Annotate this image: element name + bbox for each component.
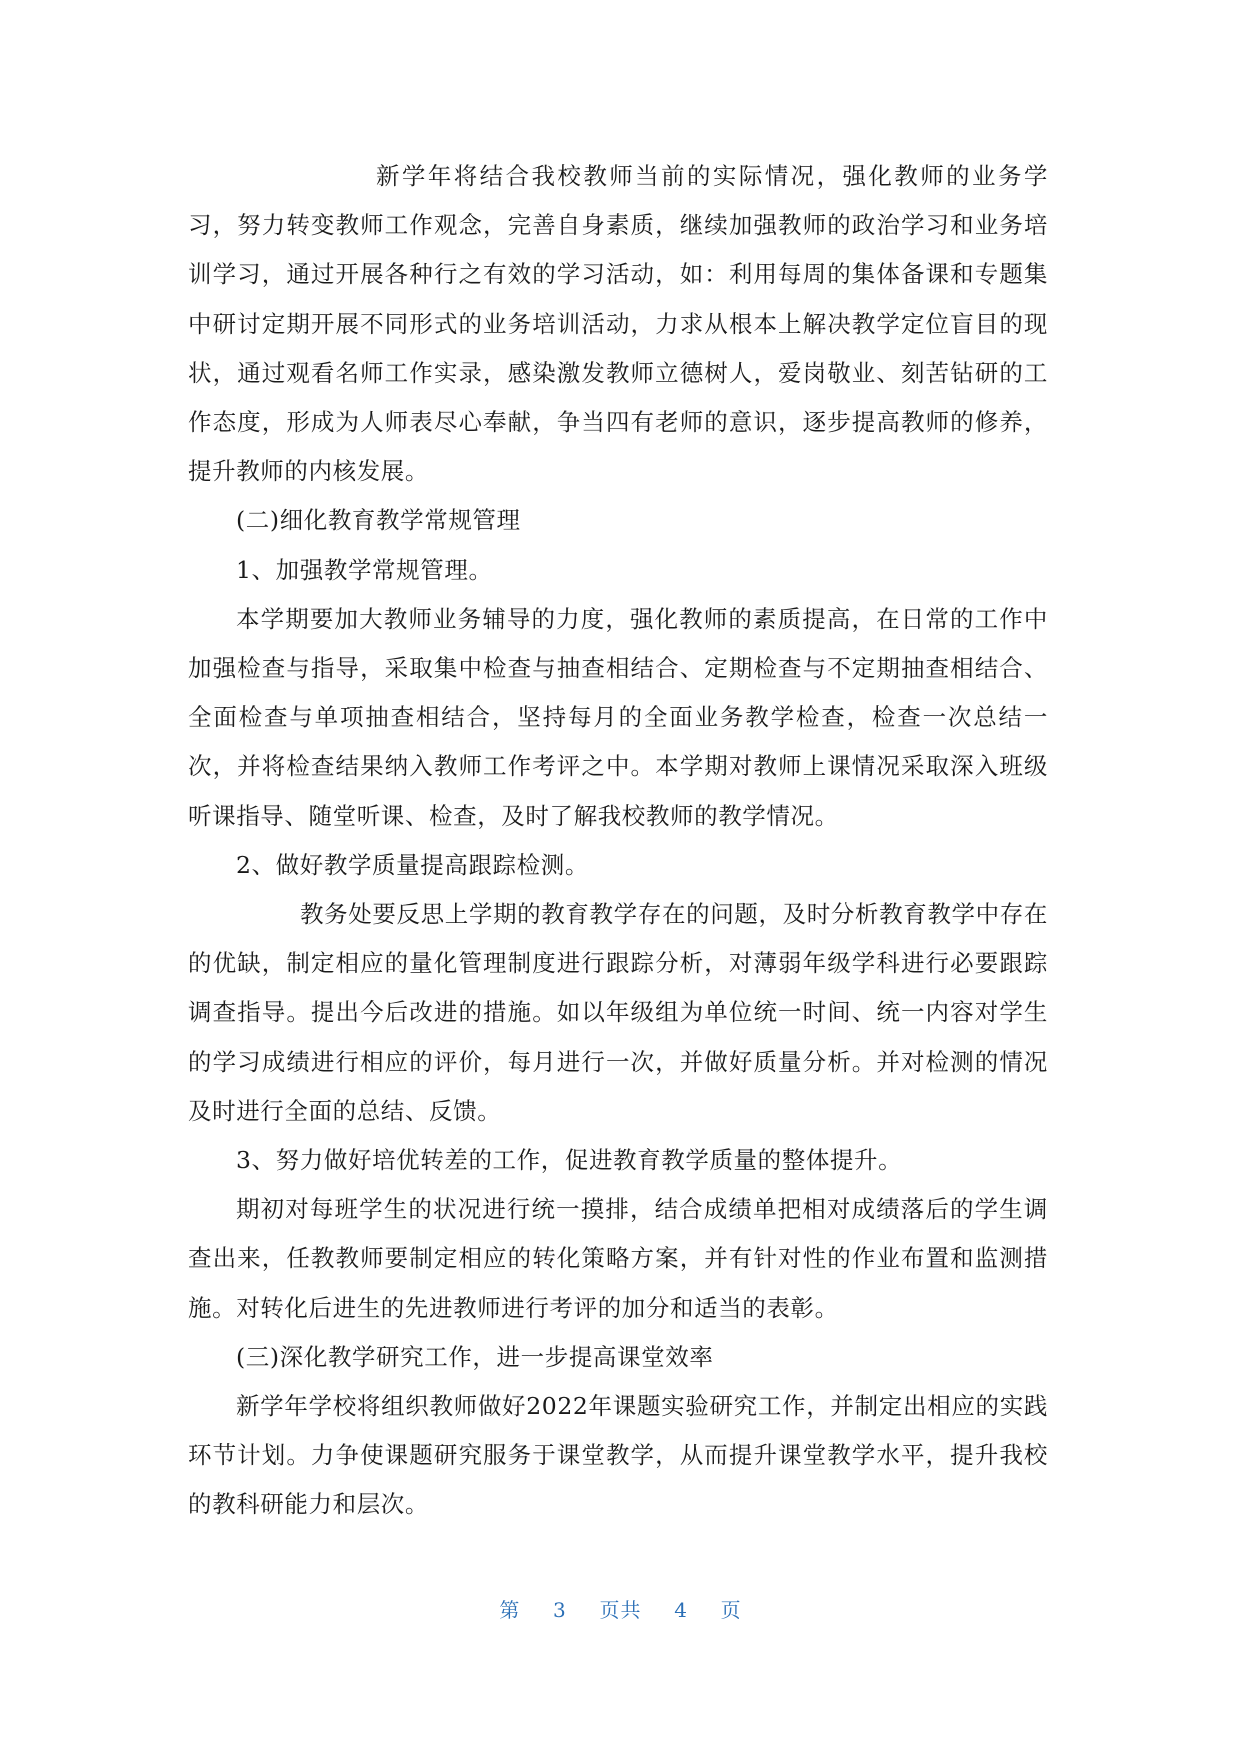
subheading-3: 3、努力做好培优转差的工作，促进教育教学质量的整体提升。 — [236, 1146, 903, 1175]
footer-page-word: 第 — [499, 1598, 521, 1622]
footer-total-pages: 4 — [674, 1598, 688, 1622]
subheading-2: 2、做好教学质量提高跟踪检测。 — [236, 850, 589, 879]
page-footer — [0, 1594, 1241, 1623]
paragraph-teacher-study: 新学年将结合我校教师当前的实际情况，强化教师的业务学习，努力转变教师工作观念，完善自身素质，继续加强教师的政治学习和业务培训学习，通过开展各种行之有效的学习活动，如：利用每周的集体备课和专题集中研讨定期开展不同形式的业务培训活动，力求从根本上解决教学定位盲目的现状，通过观看名师工作实录，感染激发教师立德树人，爱岗敬业、刻苦钻研的工作态度，形成为人师表尽心奉献，争当四有老师的意识，逐步提高教师的修养，提升教师的内核发展。 — [188, 162, 1048, 486]
footer-end-word: 页 — [720, 1598, 742, 1622]
footer-total-word: 页共 — [599, 1598, 642, 1622]
document-body — [188, 152, 1048, 1530]
paragraph-research-plan: 新学年学校将组织教师做好2022年课题实验研究工作，并制定出相应的实践环节计划。力争使课题研究服务于课堂教学，从而提升课堂教学水平，提升我校的教科研能力和层次。 — [188, 1392, 1048, 1519]
section-heading-2: (二)细化教育教学常规管理 — [236, 506, 521, 535]
paragraph-quality-tracking: 教务处要反思上学期的教育教学存在的问题，及时分析教育教学中存在的优缺，制定相应的量化管理制度进行跟踪分析，对薄弱年级学科进行必要跟踪调查指导。提出今后改进的措施。如以年级组为单位统一时间、统一内容对学生的学习成绩进行相应的评价，每月进行一次，并做好质量分析。并对检测的情况及时进行全面的总结、反馈。 — [188, 900, 1048, 1125]
section-heading-3: (三)深化教学研究工作，进一步提高课堂效率 — [236, 1342, 714, 1371]
footer-current-page: 3 — [553, 1598, 567, 1622]
paragraph-routine-management: 本学期要加大教师业务辅导的力度，强化教师的素质提高，在日常的工作中加强检查与指导，采取集中检查与抽查相结合、定期检查与不定期抽查相结合、全面检查与单项抽查相结合，坚持每月的全面业务教学检查，检查一次总结一次，并将检查结果纳入教师工作考评之中。本学期对教师上课情况采取深入班级听课指导、随堂听课、检查，及时了解我校教师的教学情况。 — [188, 604, 1048, 830]
paragraph-student-support: 期初对每班学生的状况进行统一摸排，结合成绩单把相对成绩落后的学生调查出来，任教教师要制定相应的转化策略方案，并有针对性的作业布置和监测措施。对转化后进生的先进教师进行考评的加分和适当的表彰。 — [188, 1195, 1048, 1322]
subheading-1: 1、加强教学常规管理。 — [236, 555, 493, 584]
